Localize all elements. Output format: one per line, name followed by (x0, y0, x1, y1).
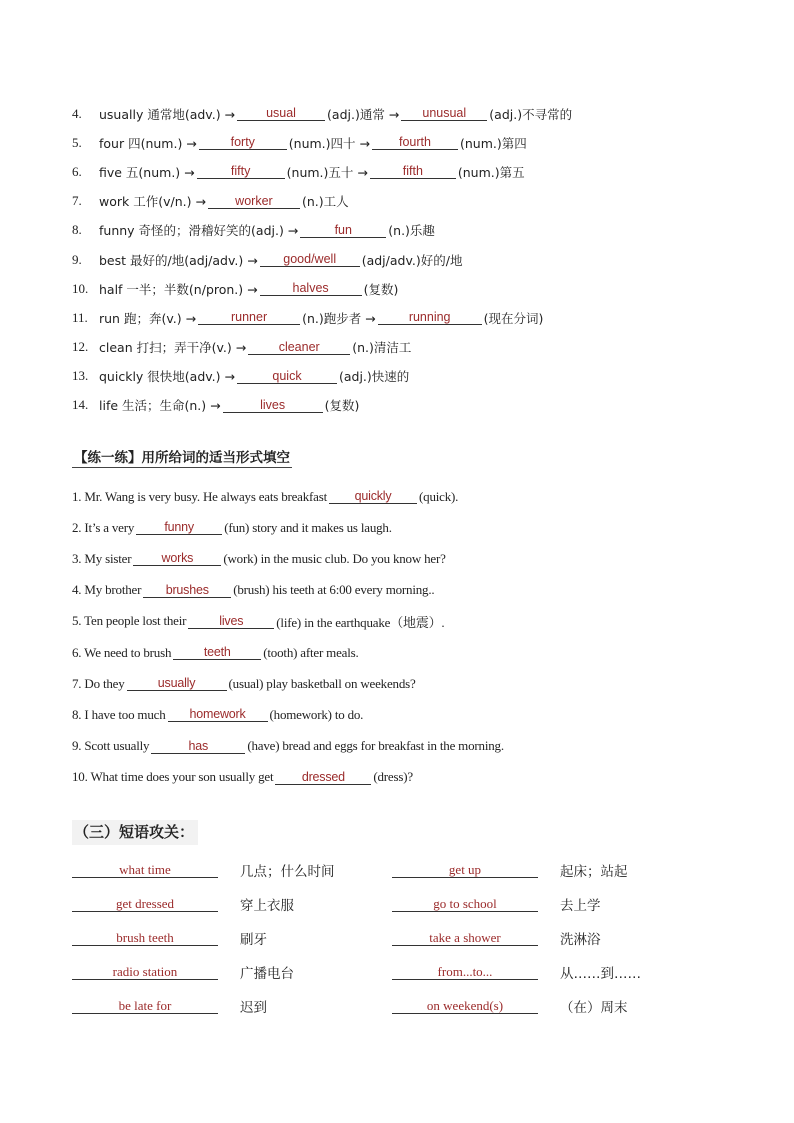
answer-text: lives (260, 397, 286, 412)
answer-blank[interactable] (260, 252, 360, 267)
answer-blank-2[interactable] (370, 164, 456, 179)
answer-text: forty (230, 135, 255, 150)
answer-blank[interactable] (168, 707, 268, 722)
phrase-cell-left (72, 928, 392, 948)
phrase-blank[interactable] (72, 862, 218, 878)
answer-blank[interactable] (300, 223, 386, 238)
phrase-blank[interactable] (72, 896, 218, 912)
sentence-row (72, 668, 762, 699)
practice-sentences (72, 481, 762, 793)
phrase-blank[interactable] (392, 862, 538, 878)
answer-text: dressed (301, 769, 345, 784)
answer-text: has (188, 738, 209, 753)
item-number: 6. (72, 163, 82, 179)
word-suffix: (n.)工人 (301, 194, 349, 210)
answer-blank[interactable] (173, 645, 261, 660)
answer-text: fifty (230, 164, 251, 179)
word-prompt: usually 通常地(adv.) → (99, 106, 236, 122)
sentence-suffix: (quick). (419, 488, 459, 504)
sentence-suffix: (usual) play basketball on weekends? (228, 675, 416, 691)
word-row (72, 362, 752, 391)
answer-text: teeth (203, 645, 231, 660)
item-number: 11. (72, 309, 88, 325)
word-suffix: (n.)清洁工 (352, 340, 412, 356)
phrase-meaning: 广播电台 (240, 966, 294, 982)
sentence-row (72, 512, 762, 543)
phrase-row (72, 955, 712, 989)
word-row (72, 128, 752, 157)
phrase-blank[interactable] (72, 998, 218, 1014)
answer-blank[interactable] (188, 614, 274, 629)
word-prompt: half 一半；半数(n/pron.) → (99, 281, 258, 297)
answer-text-2: unusual (422, 106, 467, 121)
phrase-answer: from...to... (437, 964, 493, 979)
answer-blank[interactable] (275, 770, 371, 785)
phrase-answer: radio station (112, 964, 178, 979)
phrase-cell-right (392, 860, 712, 880)
answer-text: lives (219, 613, 244, 628)
word-row (72, 99, 752, 128)
phrase-answer: what time (119, 862, 171, 877)
phrase-meaning: 几点；什么时间 (240, 864, 335, 880)
word-prompt: run 跑；奔(v.) → (99, 310, 197, 326)
phrase-meaning: 穿上衣服 (240, 898, 294, 914)
phrase-row (72, 989, 712, 1023)
word-row (72, 216, 752, 245)
answer-blank[interactable] (237, 369, 337, 384)
item-number: 12. (72, 339, 89, 355)
word-prompt: best 最好的/地(adj/adv.) → (99, 252, 258, 268)
phrase-cell-right (392, 962, 712, 982)
word-row (72, 157, 752, 186)
word-prompt: four 四(num.) → (99, 135, 197, 151)
phrase-table (72, 853, 712, 1023)
word-suffix: (num.)第五 (457, 164, 525, 180)
answer-blank[interactable] (143, 583, 231, 598)
sentence-prefix: 9. Scott usually (72, 738, 150, 754)
answer-text: quick (272, 368, 302, 383)
sentence-suffix: (tooth) after meals. (263, 644, 359, 660)
word-prompt: life 生活；生命(n.) → (99, 398, 221, 414)
sentence-row (72, 543, 762, 574)
answer-blank[interactable] (329, 489, 417, 504)
sentence-suffix: (work) in the music club. Do you know her? (223, 550, 446, 566)
word-prompt: quickly 很快地(adv.) → (99, 369, 235, 385)
word-suffix: (现在分词) (483, 310, 544, 326)
phrase-cell-left (72, 894, 392, 914)
sentence-prefix: 5. Ten people lost their (72, 613, 187, 629)
sentence-suffix: (homework) to do. (269, 706, 364, 722)
item-number: 7. (72, 193, 82, 209)
sentence-suffix: (dress)? (373, 769, 413, 785)
word-suffix: (num.)第四 (459, 135, 527, 151)
item-number: 13. (72, 368, 89, 384)
sentence-prefix: 8. I have too much (72, 706, 166, 722)
phrase-blank[interactable] (72, 930, 218, 946)
sentence-prefix: 10. What time does your son usually get (72, 769, 274, 785)
answer-text: good/well (283, 252, 337, 267)
answer-text: runner (230, 310, 268, 325)
phrase-cell-right (392, 996, 712, 1016)
phrase-blank[interactable] (392, 998, 538, 1014)
sentence-suffix: (brush) his teeth at 6:00 every morning.. (233, 582, 435, 598)
item-number: 9. (72, 251, 82, 267)
phrase-meaning: （在）周末 (560, 1000, 628, 1016)
sentence-suffix: (fun) story and it makes us laugh. (224, 519, 392, 535)
word-forms-list (72, 99, 752, 420)
word-row (72, 391, 752, 420)
phrase-cell-left (72, 860, 392, 880)
phrase-meaning: 洗淋浴 (560, 932, 601, 948)
phrase-cell-left (72, 962, 392, 982)
phrase-cell-right (392, 894, 712, 914)
sentence-row (72, 637, 762, 668)
word-suffix: (复数) (363, 281, 399, 297)
answer-blank[interactable] (199, 135, 287, 150)
sentence-row (72, 699, 762, 730)
sentence-row (72, 731, 762, 762)
sentence-prefix: 1. Mr. Wang is very busy. He always eats breakfast (72, 488, 328, 504)
sentence-prefix: 3. My sister (72, 550, 132, 566)
sentence-prefix: 7. Do they (72, 675, 125, 691)
sentence-row (72, 481, 762, 512)
phrase-blank[interactable] (392, 964, 538, 980)
word-row (72, 245, 752, 274)
word-prompt: funny 奇怪的；滑稽好笑的(adj.) → (99, 223, 299, 239)
sentence-suffix: (have) bread and eggs for breakfast in the morning. (247, 738, 504, 754)
answer-blank-2[interactable] (401, 106, 487, 121)
answer-text: worker (235, 193, 273, 208)
answer-blank[interactable] (151, 739, 245, 754)
phrase-row (72, 921, 712, 955)
answer-blank-2[interactable] (372, 135, 458, 150)
answer-text-2: fifth (402, 164, 423, 179)
answer-text: quickly (354, 489, 392, 504)
phrase-answer: go to school (433, 896, 497, 911)
item-number: 10. (72, 280, 89, 296)
phrase-meaning: 迟到 (240, 1000, 267, 1016)
item-number: 14. (72, 397, 89, 413)
sentence-prefix: 4. My brother (72, 582, 142, 598)
answer-text-2: fourth (399, 135, 431, 150)
sentence-prefix: 2. It’s a very (72, 519, 135, 535)
answer-text: brushes (165, 582, 209, 597)
sentence-prefix: 6. We need to brush (72, 644, 172, 660)
answer-blank[interactable] (223, 398, 323, 413)
answer-text-2: running (408, 310, 451, 325)
sentence-suffix: (life) in the earthquake（地震）. (276, 614, 445, 630)
answer-blank[interactable] (127, 676, 227, 691)
phrase-cell-left (72, 996, 392, 1016)
phrase-answer: get dressed (115, 896, 175, 911)
answer-text: funny (164, 520, 194, 535)
phrase-meaning: 去上学 (560, 898, 601, 914)
answer-blank[interactable] (260, 281, 362, 296)
phrase-meaning: 刷牙 (240, 932, 267, 948)
word-middle: (num.)五十 → (286, 164, 368, 180)
answer-text: fun (334, 222, 352, 237)
practice-section-title: 【练一练】用所给词的适当形式填空 (72, 445, 292, 468)
answer-blank[interactable] (133, 551, 221, 566)
answer-text: works (161, 551, 194, 566)
word-suffix: (adj.)不寻常的 (489, 106, 573, 122)
word-suffix: (adj/adv.)好的/地 (361, 252, 463, 268)
phrase-section-title: （三）短语攻关： (72, 820, 198, 845)
phrase-meaning: 起床；站起 (560, 864, 628, 880)
sentence-row (72, 575, 762, 606)
answer-blank[interactable] (237, 106, 325, 121)
phrase-answer: take a shower (429, 930, 501, 945)
word-prompt: five 五(num.) → (99, 164, 195, 180)
word-suffix: (adj.)快速的 (338, 369, 410, 385)
phrase-blank[interactable] (392, 930, 538, 946)
word-suffix: (复数) (324, 398, 360, 414)
word-middle: (adj.)通常 → (327, 106, 400, 122)
answer-blank[interactable] (198, 310, 300, 325)
word-prompt: work 工作(v/n.) → (99, 194, 206, 210)
word-middle: (num.)四十 → (288, 135, 370, 151)
word-row (72, 187, 752, 216)
item-number: 8. (72, 222, 82, 238)
phrase-row (72, 887, 712, 921)
phrase-answer: brush teeth (116, 930, 174, 945)
answer-text: halves (292, 281, 329, 296)
answer-blank[interactable] (248, 340, 350, 355)
answer-text: usually (157, 676, 196, 691)
phrase-answer: get up (448, 862, 482, 877)
word-row (72, 303, 752, 332)
answer-text: cleaner (278, 339, 320, 354)
phrase-cell-right (392, 928, 712, 948)
item-number: 4. (72, 105, 82, 121)
phrase-answer: on weekend(s) (426, 998, 504, 1013)
item-number: 5. (72, 134, 82, 150)
answer-blank-2[interactable] (378, 310, 482, 325)
phrase-blank[interactable] (392, 896, 538, 912)
sentence-row (72, 606, 762, 637)
word-suffix: (n.)乐趣 (388, 223, 435, 239)
answer-text: usual (266, 106, 296, 121)
answer-blank[interactable] (197, 164, 285, 179)
sentence-row (72, 762, 762, 793)
phrase-meaning: 从……到…… (560, 966, 641, 982)
phrase-row (72, 853, 712, 887)
phrase-answer: be late for (118, 998, 172, 1013)
word-prompt: clean 打扫；弄干净(v.) → (99, 340, 247, 356)
phrase-blank[interactable] (72, 964, 218, 980)
word-row (72, 274, 752, 303)
answer-text: homework (189, 707, 246, 722)
word-middle: (n.)跑步者 → (302, 310, 376, 326)
answer-blank[interactable] (208, 194, 300, 209)
word-row (72, 333, 752, 362)
answer-blank[interactable] (136, 520, 222, 535)
